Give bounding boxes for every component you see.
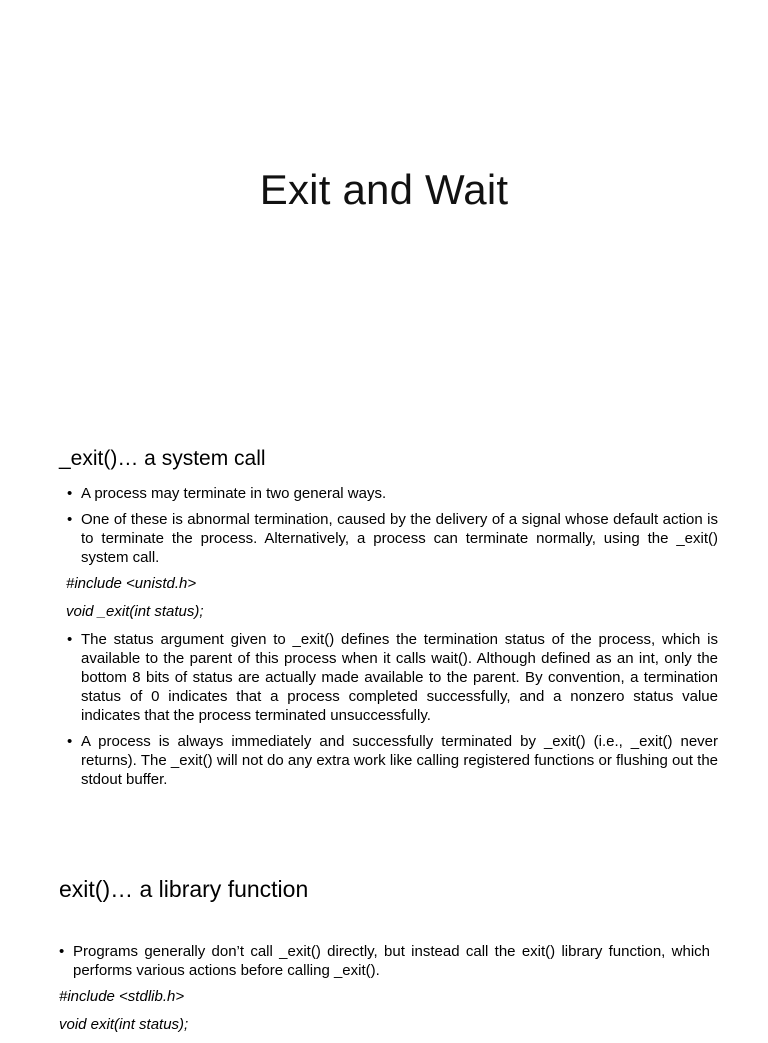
- bullet-marker: •: [67, 485, 73, 502]
- bullet-marker: •: [67, 511, 73, 528]
- exit-libfunc-slide: [0, 832, 768, 1033]
- bullet-item: [67, 732, 718, 789]
- slide-title: Exit and Wait: [259, 166, 509, 213]
- slide-heading: _exit()… a system call: [59, 447, 266, 470]
- bullet-text: A process is always immediately and successfully terminated by _exit() (i.e., _exit() never returns). The _exit() will not do any extra work like calling registered functions or flushing out the stdout buffer.: [81, 733, 718, 788]
- bullet-item: [59, 942, 710, 980]
- bullet-marker: •: [67, 631, 73, 648]
- bullet-text: A process may terminate in two general ways.: [81, 485, 387, 502]
- slide-body: [0, 484, 768, 796]
- bullet-text: Programs generally don’t call _exit() directly, but instead call the exit() library function, which performs various actions before calling _exit().: [73, 943, 710, 979]
- bullet-item: [67, 484, 718, 503]
- slide-body: [0, 942, 768, 1043]
- bullet-item: [67, 630, 718, 725]
- code-signature-line: void _exit(int status);: [66, 603, 204, 620]
- code-signature-line: void exit(int status);: [59, 1016, 189, 1033]
- exit-syscall-slide: [0, 432, 768, 832]
- code-include-line: #include <unistd.h>: [66, 575, 197, 592]
- code-include-line: #include <stdlib.h>: [59, 988, 185, 1005]
- bullet-text: The status argument given to _exit() defines the termination status of the process, which is available to the parent of this process when it calls wait(). Although defined as an int, only the bottom 8 bits of status are actually made available to the parent. By convention, a termination status of 0 indicates that a process completed successfully, and a nonzero status value indicates that the process terminated unsuccessfully.: [81, 631, 718, 724]
- bullet-text: One of these is abnormal termination, caused by the delivery of a signal whose default action is to terminate the process. Alternatively, a process can terminate normally, using the _exit() system call.: [81, 511, 718, 566]
- bullet-marker: •: [67, 733, 73, 750]
- bullet-item: [67, 510, 718, 567]
- slide-heading: exit()… a library function: [59, 876, 309, 902]
- bullet-marker: •: [59, 943, 65, 960]
- title-slide: [0, 0, 768, 432]
